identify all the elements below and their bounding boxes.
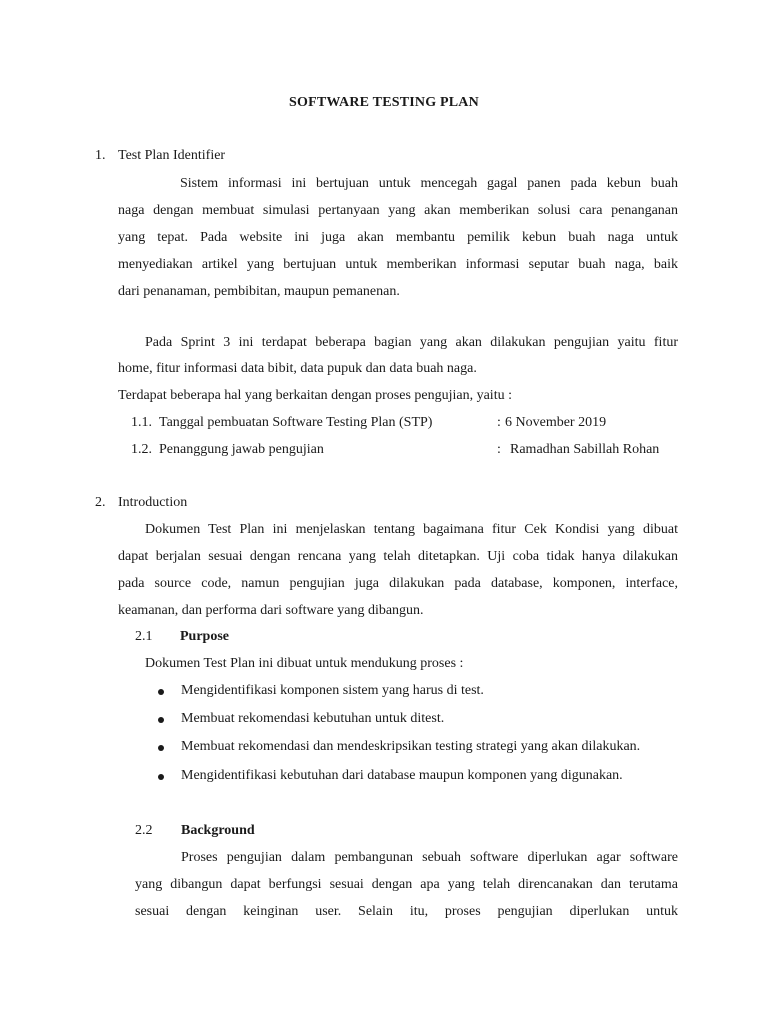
- item-1-1-value: 6 November 2019: [505, 415, 607, 430]
- s2-2-p1-line-2: yang dibangun dapat berfungsi sesuai dengan apa yang telah direncanakan dan terutama: [135, 877, 678, 892]
- subsection-2-2-number: 2.2: [135, 823, 153, 838]
- item-1-2-separator: :: [497, 442, 501, 457]
- item-1-2-label: Penanggung jawab pengujian: [159, 442, 324, 457]
- document-title: SOFTWARE TESTING PLAN: [289, 95, 479, 110]
- purpose-intro: Dokumen Test Plan ini dibuat untuk mendukung proses :: [145, 656, 464, 671]
- item-1-1-number: 1.1.: [131, 415, 152, 430]
- bullet-icon: [158, 745, 164, 751]
- s1-p1-line-3: yang tepat. Pada website ini juga akan membantu pemilik kebun buah naga untuk: [118, 230, 678, 245]
- purpose-bullet-2: Membuat rekomendasi kebutuhan untuk ditest.: [181, 711, 445, 726]
- subsection-2-1-heading: Purpose: [180, 629, 229, 644]
- s2-p1-line-4: keamanan, dan performa dari software yang dibangun.: [118, 603, 424, 618]
- s1-p1-line-2: naga dengan membuat simulasi pertanyaan yang akan memberikan solusi cara penanganan: [118, 203, 678, 218]
- s2-p1-line-3: pada source code, namun pengujian juga dilakukan pada database, komponen, interface,: [118, 576, 678, 591]
- s1-p1-line-5: dari penanaman, pembibitan, maupun pemanenan.: [118, 284, 400, 299]
- section-2-number: 2.: [95, 495, 106, 510]
- bullet-icon: [158, 774, 164, 780]
- s1-p3: Terdapat beberapa hal yang berkaitan dengan proses pengujian, yaitu :: [118, 388, 512, 403]
- purpose-bullet-4: Mengidentifikasi kebutuhan dari database maupun komponen yang digunakan.: [181, 768, 623, 783]
- s2-2-p1-line-3: sesuai dengan keinginan user. Selain itu, proses pengujian diperlukan untuk: [135, 904, 678, 919]
- s1-p1-line-4: menyediakan artikel yang bertujuan untuk memberikan informasi seputar buah naga, baik: [118, 257, 678, 272]
- subsection-2-2-heading: Background: [181, 823, 255, 838]
- item-1-2-number: 1.2.: [131, 442, 152, 457]
- section-1-number: 1.: [95, 148, 106, 163]
- s2-p1-line-2: dapat berjalan sesuai dengan rencana yang telah ditetapkan. Uji coba tidak hanya dilakukan: [118, 549, 678, 564]
- bullet-icon: [158, 717, 164, 723]
- item-1-1-separator: :: [497, 415, 501, 430]
- s1-p2-line-2: home, fitur informasi data bibit, data pupuk dan data buah naga.: [118, 361, 477, 376]
- s1-p2-line-1: Pada Sprint 3 ini terdapat beberapa bagian yang akan dilakukan pengujian yaitu fitur: [145, 335, 678, 350]
- subsection-2-1-number: 2.1: [135, 629, 153, 644]
- item-1-1-label: Tanggal pembuatan Software Testing Plan (STP): [159, 415, 433, 430]
- purpose-bullet-3: Membuat rekomendasi dan mendeskripsikan testing strategi yang akan dilakukan.: [181, 739, 641, 754]
- bullet-icon: [158, 689, 164, 695]
- item-1-2-value: Ramadhan Sabillah Rohan: [510, 442, 660, 457]
- section-1-heading: Test Plan Identifier: [118, 148, 226, 163]
- section-2-heading: Introduction: [118, 495, 188, 510]
- purpose-bullet-1: Mengidentifikasi komponen sistem yang harus di test.: [181, 683, 484, 698]
- s2-p1-line-1: Dokumen Test Plan ini menjelaskan tentang bagaimana fitur Cek Kondisi yang dibuat: [145, 522, 678, 537]
- s2-2-p1-line-1: Proses pengujian dalam pembangunan sebuah software diperlukan agar software: [181, 850, 678, 865]
- s1-p1-line-1: Sistem informasi ini bertujuan untuk mencegah gagal panen pada kebun buah: [180, 176, 678, 191]
